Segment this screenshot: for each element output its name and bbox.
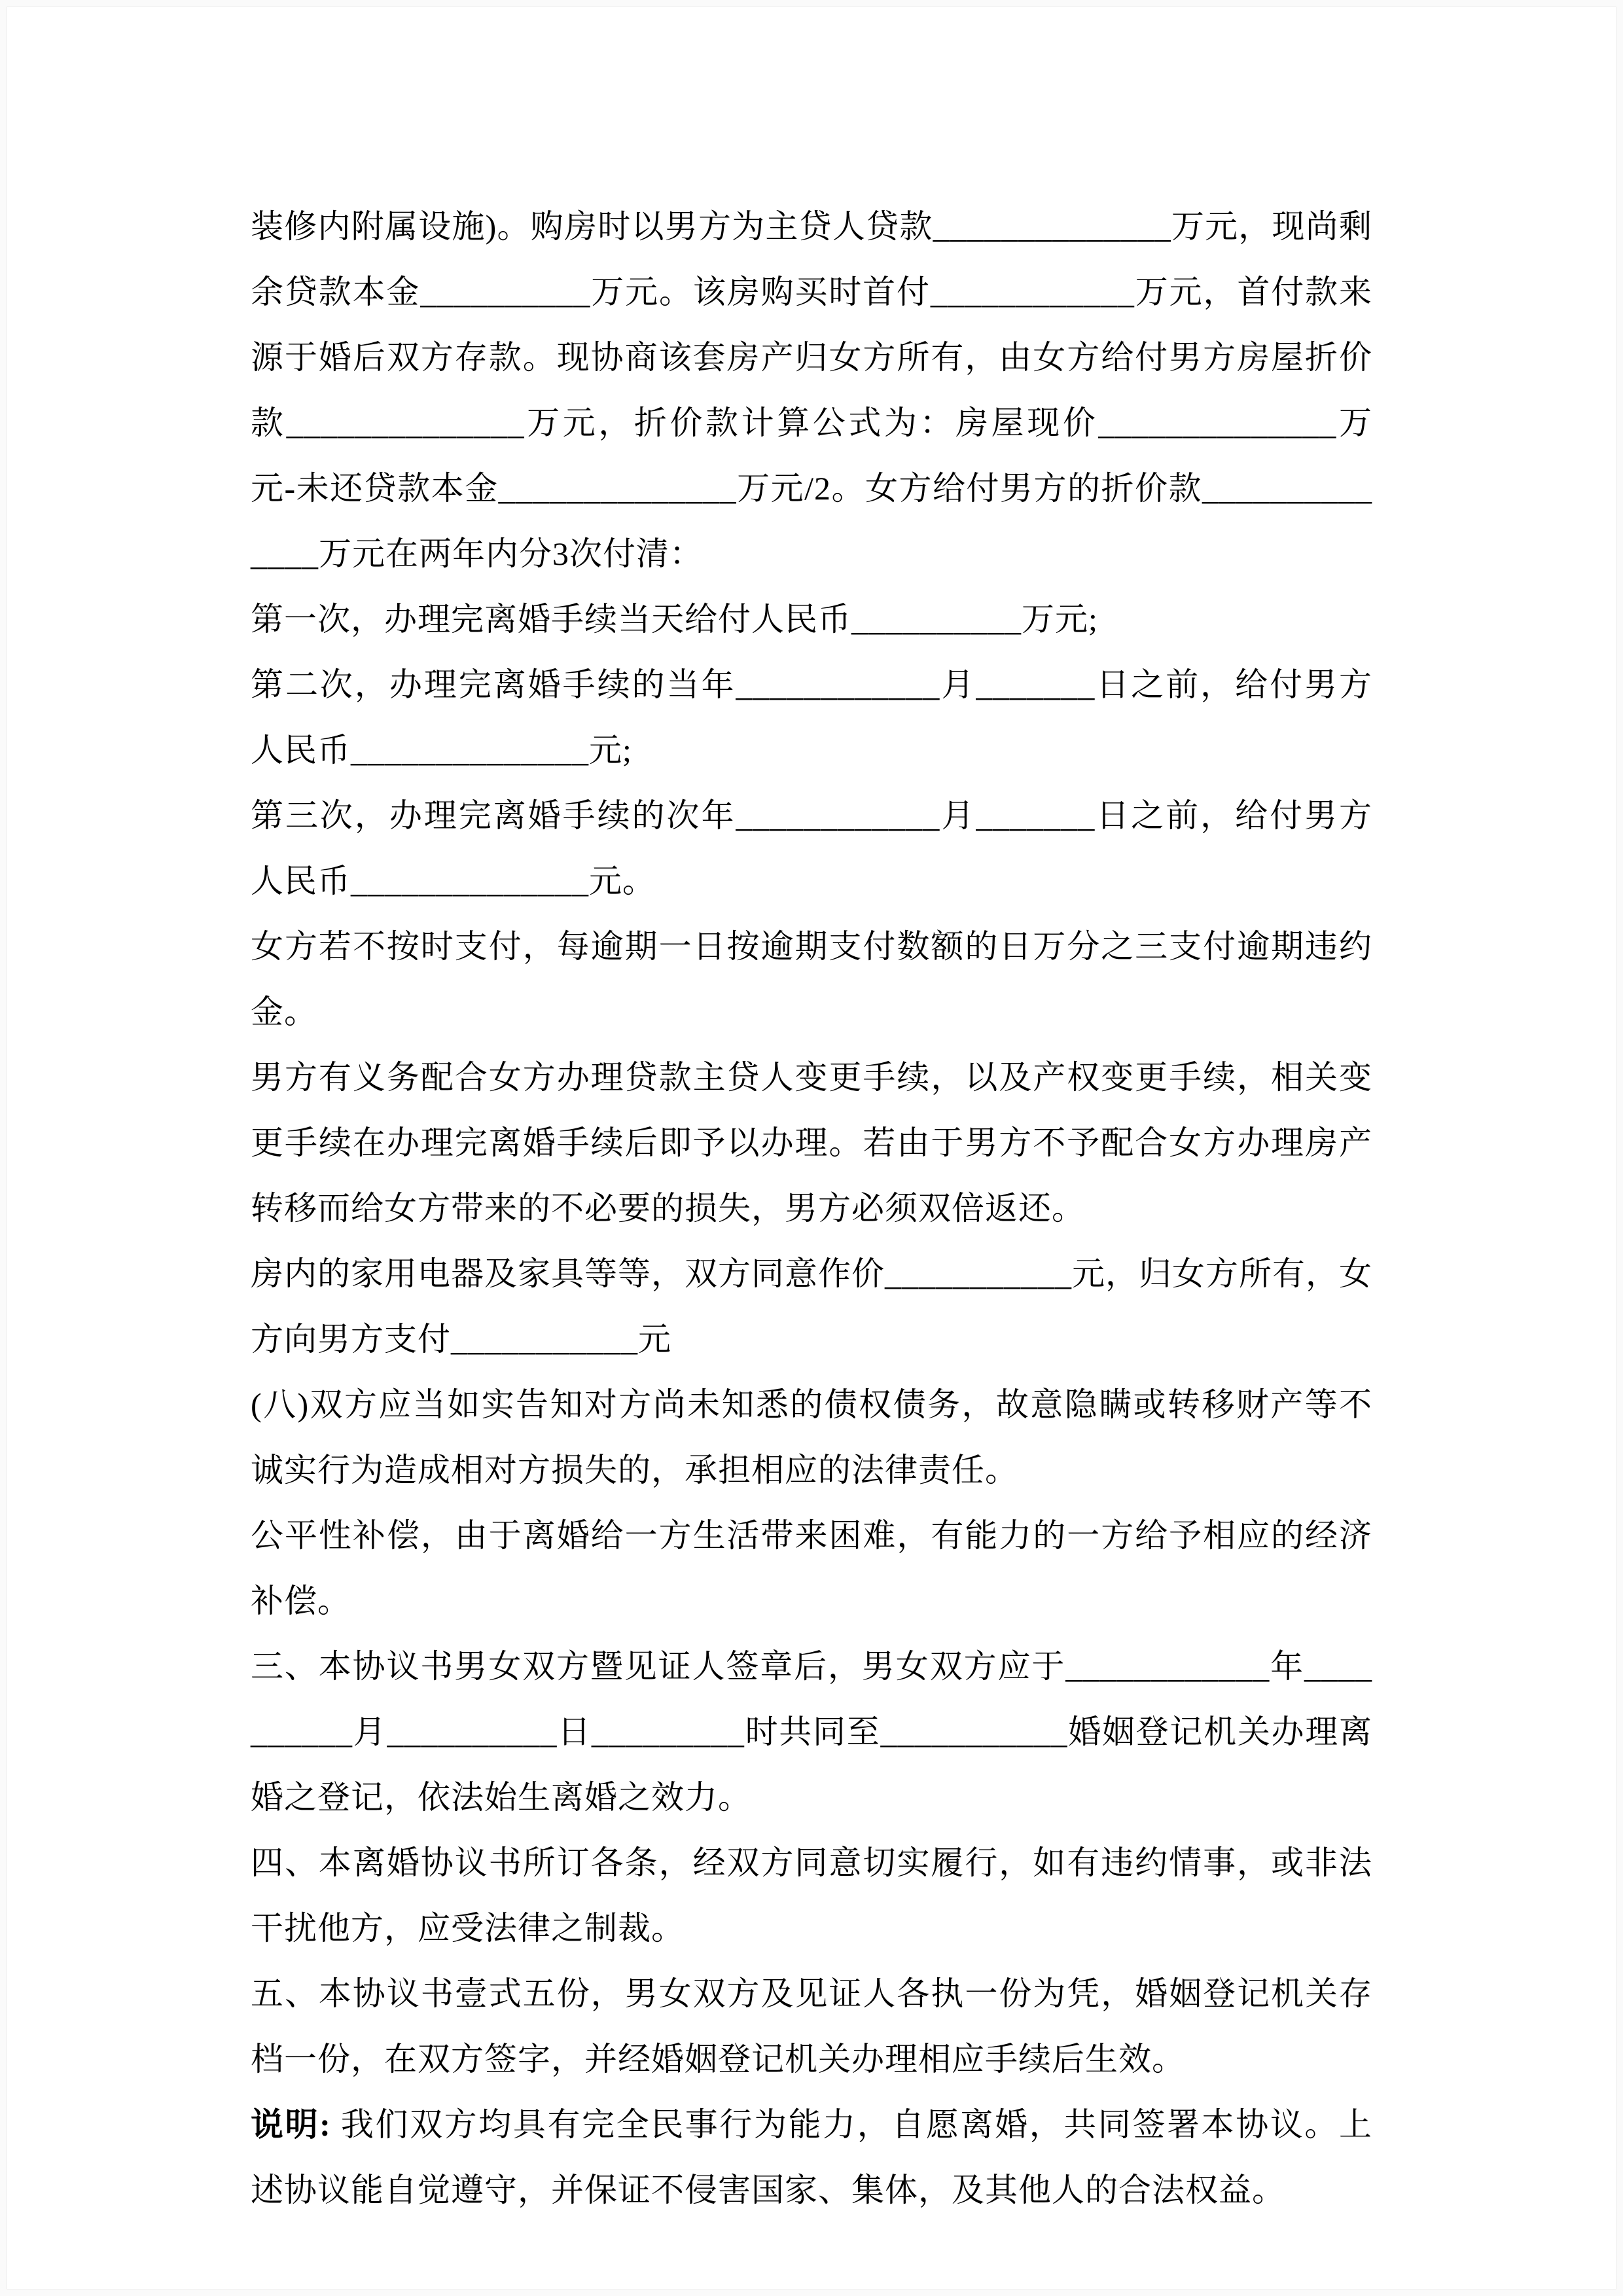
paragraph-house-loan-split: 装修内附属设施)。购房时以男方为主贷人贷款______________万元，现尚剩余贷款本金__________万元。该房购买时首付____________万元，首付款来源于婚后双方存款。现协商该套房产归女方所有，由女方给付男方房屋折价款______________万元，折价款计算公式为：房屋现价______________万元-未还贷款本金______________万元/2。女方给付男方的折价款______________万元在两年内分3次付清： <box>251 208 1372 572</box>
note-lead: 说明: <box>251 2106 331 2143</box>
paragraph-transfer-obligation: 男方有义务配合女方办理贷款主贷人变更手续，以及产权变更手续，相关变更手续在办理完离婚手续后即予以办理。若由于男方不予配合女方办理房产转移而给女方带来的不必要的损失，男方必须双倍返还。 <box>251 1059 1372 1227</box>
paragraph-clause-three-registration: 三、本协议书男女双方暨见证人签章后，男女双方应于____________年__________月__________日_________时共同至___________婚姻登记机关办理离婚之登记，依法始生离婚之效力。 <box>251 1648 1372 1816</box>
document-body <box>251 194 1372 2223</box>
paragraph-payment-first: 第一次，办理完离婚手续当天给付人民币__________万元; <box>251 601 1098 637</box>
paragraph-clause-five-copies: 五、本协议书壹式五份，男女双方及见证人各执一份为凭，婚姻登记机关存档一份，在双方签字，并经婚姻登记机关办理相应手续后生效。 <box>251 1975 1372 2077</box>
paragraph-note <box>251 2092 1372 2223</box>
paragraph-fair-compensation: 公平性补偿，由于离婚给一方生活带来困难，有能力的一方给予相应的经济补偿。 <box>251 1517 1372 1619</box>
note-text: 我们双方均具有完全民事行为能力，自愿离婚，共同签署本协议。上述协议能自觉遵守，并保证不侵害国家、集体，及其他人的合法权益。 <box>251 2106 1372 2208</box>
paragraph-debt-disclosure: (八)双方应当如实告知对方尚未知悉的债权债务，故意隐瞒或转移财产等不诚实行为造成相对方损失的，承担相应的法律责任。 <box>251 1386 1372 1488</box>
paragraph-appliances: 房内的家用电器及家具等等，双方同意作价___________元，归女方所有，女方向男方支付___________元 <box>251 1255 1372 1357</box>
paragraph-clause-four-enforcement: 四、本离婚协议书所订各条，经双方同意切实履行，如有违约情事，或非法干扰他方，应受法律之制裁。 <box>251 1844 1372 1946</box>
paragraph-payment-third: 第三次，办理完离婚手续的次年____________月_______日之前，给付男方人民币______________元。 <box>251 797 1372 899</box>
paragraph-payment-second: 第二次，办理完离婚手续的当年____________月_______日之前，给付男方人民币______________元; <box>251 666 1372 768</box>
document-page <box>7 7 1616 2289</box>
paragraph-late-penalty: 女方若不按时支付，每逾期一日按逾期支付数额的日万分之三支付逾期违约金。 <box>251 928 1372 1030</box>
